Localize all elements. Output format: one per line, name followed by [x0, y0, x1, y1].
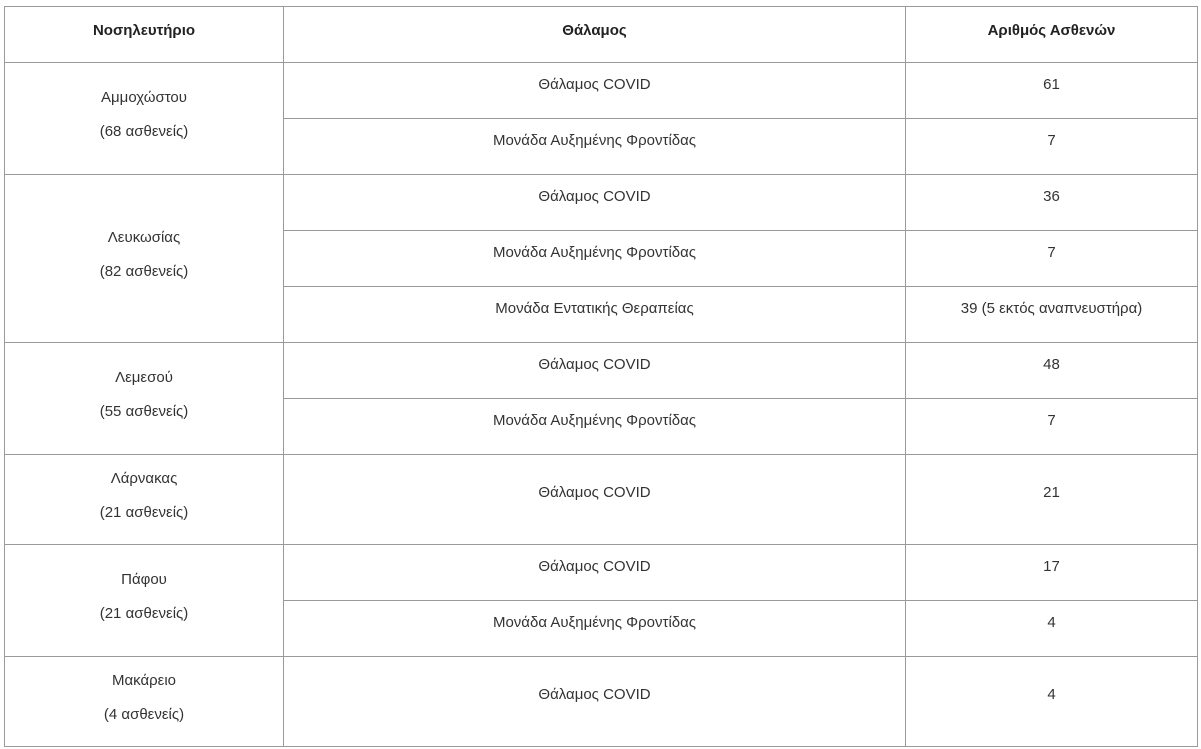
table-row: [5, 175, 1198, 231]
hospital-cell: [5, 175, 284, 343]
hospital-patient-count: (68 ασθενείς): [99, 122, 189, 140]
patients-cell: 17: [906, 545, 1198, 601]
ward-cell: Μονάδα Αυξημένης Φροντίδας: [284, 399, 906, 455]
table-row: [5, 455, 1198, 545]
header-patients: Αριθμός Ασθενών: [906, 7, 1198, 63]
hospital-patient-count: (4 ασθενείς): [103, 705, 185, 723]
ward-cell: Θάλαμος COVID: [284, 63, 906, 119]
hospital-patient-count: (21 ασθενείς): [99, 604, 189, 622]
ward-cell: Θάλαμος COVID: [284, 343, 906, 399]
hospital-name: Λάρνακας: [110, 469, 178, 487]
hospital-cell: [5, 343, 284, 455]
patients-cell: 7: [906, 119, 1198, 175]
patients-cell: 48: [906, 343, 1198, 399]
hospital-cell: [5, 63, 284, 175]
patients-cell: 61: [906, 63, 1198, 119]
ward-cell: Μονάδα Αυξημένης Φροντίδας: [284, 119, 906, 175]
patients-cell: 36: [906, 175, 1198, 231]
header-hospital: Νοσηλευτήριο: [5, 7, 284, 63]
hospital-name: Πάφου: [121, 570, 167, 588]
ward-cell: Θάλαμος COVID: [284, 175, 906, 231]
table-row: [5, 343, 1198, 399]
patients-cell: 21: [906, 455, 1198, 545]
hospital-patient-count: (55 ασθενείς): [99, 402, 189, 420]
hospital-cell: [5, 455, 284, 545]
table-row: [5, 63, 1198, 119]
hospital-cell: [5, 545, 284, 657]
patients-cell: 4: [906, 657, 1198, 747]
patients-cell: 7: [906, 231, 1198, 287]
ward-cell: Θάλαμος COVID: [284, 657, 906, 747]
table-row: [5, 545, 1198, 601]
patients-cell: 39 (5 εκτός αναπνευστήρα): [906, 287, 1198, 343]
table-row: [5, 657, 1198, 747]
header-ward: Θάλαμος: [284, 7, 906, 63]
patients-table: [4, 6, 1198, 747]
hospital-cell: [5, 657, 284, 747]
hospital-name: Μακάρειο: [111, 671, 177, 689]
hospital-name: Λεμεσού: [115, 368, 173, 386]
hospital-name: Αμμοχώστου: [101, 88, 187, 106]
hospital-patient-count: (82 ασθενείς): [99, 262, 189, 280]
ward-cell: Θάλαμος COVID: [284, 545, 906, 601]
ward-cell: Μονάδα Αυξημένης Φροντίδας: [284, 231, 906, 287]
header-row: [5, 7, 1198, 63]
hospital-name: Λευκωσίας: [107, 228, 181, 246]
ward-cell: Μονάδα Αυξημένης Φροντίδας: [284, 601, 906, 657]
ward-cell: Θάλαμος COVID: [284, 455, 906, 545]
patients-cell: 4: [906, 601, 1198, 657]
patients-cell: 7: [906, 399, 1198, 455]
ward-cell: Μονάδα Εντατικής Θεραπείας: [284, 287, 906, 343]
hospital-patient-count: (21 ασθενείς): [99, 503, 189, 521]
